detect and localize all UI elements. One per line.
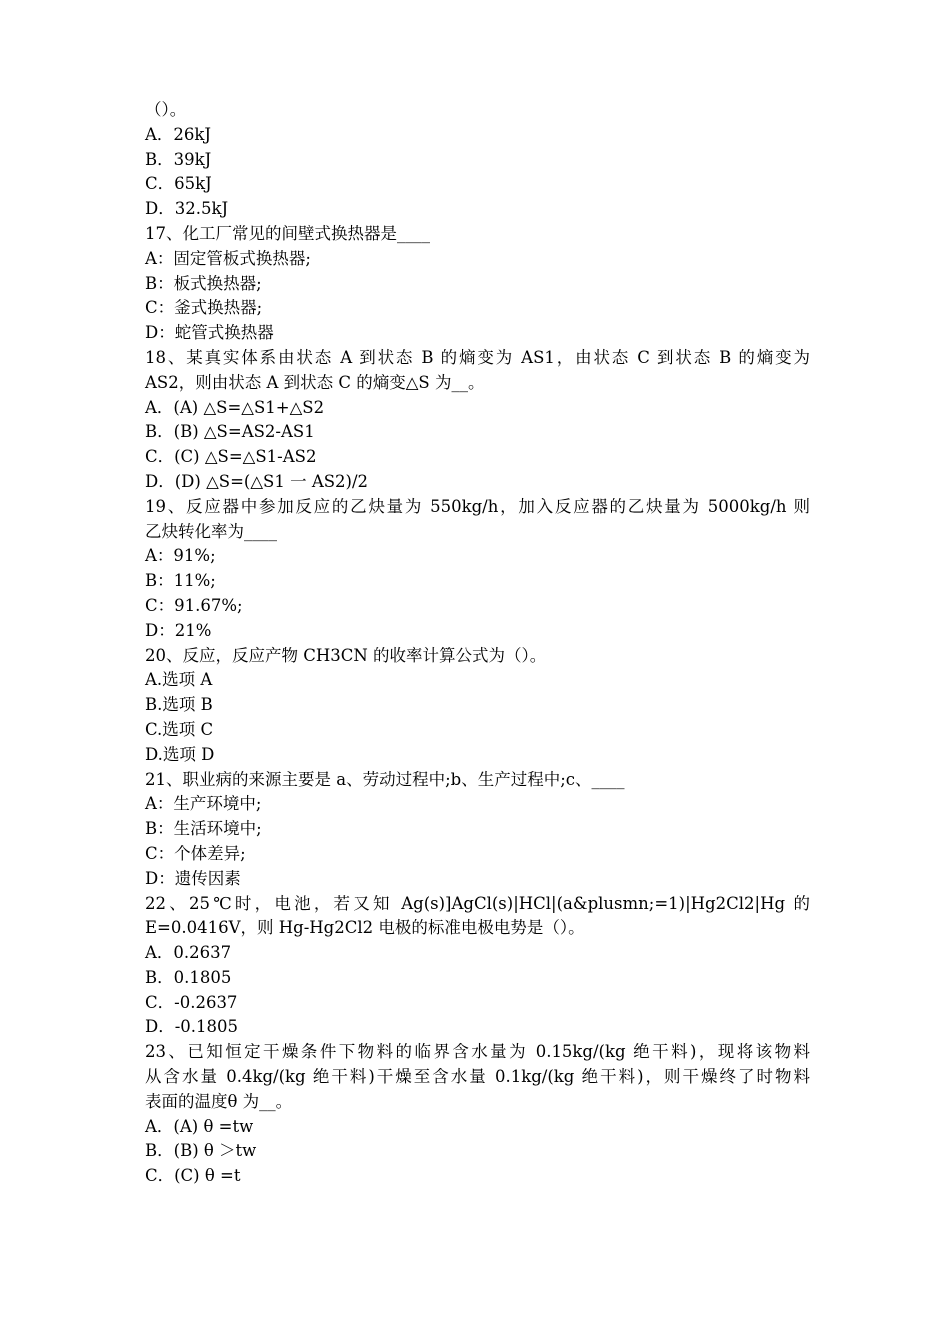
option-c: C．(C) △S=△S1-AS2 xyxy=(145,447,317,467)
option-a: A．26kJ xyxy=(145,124,212,144)
question-19-line-2: 乙炔转化率为____ xyxy=(145,521,277,541)
question-22-line-2: E=0.0416V，则 Hg-Hg2Cl2 电极的标准电极电势是（）。 xyxy=(145,918,585,938)
option-a: A：固定管板式换热器; xyxy=(145,248,311,268)
question-22-line-1: 22、25℃时，电池，若又知 Ag(s)]AgCl(s)|HCl|(a&plusmn;=1)|Hg2Cl2|Hg 的 xyxy=(145,893,810,913)
option-b: B：生活环境中; xyxy=(145,819,262,839)
question-19-line-1: 19、反应器中参加反应的乙炔量为 550kg/h，加入反应器的乙炔量为 5000kg/h 则 xyxy=(145,496,810,516)
option-d: D：21% xyxy=(145,620,212,640)
question-21: 21、职业病的来源主要是 a、劳动过程中;b、生产过程中;c、____ xyxy=(145,769,625,789)
question-23-line-3: 表面的温度θ 为__。 xyxy=(145,1091,293,1111)
option-b: B．(B) θ ＞tw xyxy=(145,1141,257,1161)
option-d: D．32.5kJ xyxy=(145,199,229,219)
option-c: C．65kJ xyxy=(145,174,212,194)
option-b: B.选项 B xyxy=(145,695,213,715)
question-23-line-2: 从含水量 0.4kg/(kg 绝干料)干燥至含水量 0.1kg/(kg 绝干料)，则干燥终了时物料 xyxy=(145,1067,810,1087)
option-d: D．-0.1805 xyxy=(145,1017,239,1037)
option-a: A.选项 A xyxy=(145,670,213,690)
option-b: B：板式换热器; xyxy=(145,273,262,293)
option-c: C.选项 C xyxy=(145,719,214,739)
option-a: A．0.2637 xyxy=(145,943,232,963)
option-c: C．(C) θ =t xyxy=(145,1166,241,1186)
option-c: C：个体差异; xyxy=(145,843,246,863)
document-page xyxy=(145,98,810,1189)
option-b: B．0.1805 xyxy=(145,967,232,987)
option-a: A．(A) θ =tw xyxy=(145,1116,254,1136)
option-b: B．(B) △S=AS2-AS1 xyxy=(145,422,315,442)
option-c: C：釜式换热器; xyxy=(145,298,263,318)
question-18-line-1: 18、某真实体系由状态 A 到状态 B 的熵变为 AS1，由状态 C 到状态 B 的熵变为 xyxy=(145,347,810,367)
option-a: A：91%; xyxy=(145,546,216,566)
question-17: 17、化工厂常见的间壁式换热器是____ xyxy=(145,223,430,243)
option-b: B：11%; xyxy=(145,571,216,591)
option-d: D：蛇管式换热器 xyxy=(145,323,274,343)
question-20: 20、反应，反应产物 CH3CN 的收率计算公式为（）。 xyxy=(145,645,547,665)
question-23-line-1: 23、已知恒定干燥条件下物料的临界含水量为 0.15kg/(kg 绝干料)，现将该物料 xyxy=(145,1042,810,1062)
option-c: C．-0.2637 xyxy=(145,992,238,1012)
option-b: B．39kJ xyxy=(145,149,212,169)
option-d: D.选项 D xyxy=(145,744,215,764)
option-a: A：生产环境中; xyxy=(145,794,262,814)
option-c: C：91.67%; xyxy=(145,595,243,615)
question-18-line-2: AS2，则由状态 A 到状态 C 的熵变△S 为__。 xyxy=(145,372,485,392)
option-d: D．(D) △S=(△S1 一 AS2)/2 xyxy=(145,471,369,491)
option-d: D：遗传因素 xyxy=(145,868,241,888)
text-line: （）。 xyxy=(145,100,187,119)
option-a: A．(A) △S=△S1+△S2 xyxy=(145,397,325,417)
